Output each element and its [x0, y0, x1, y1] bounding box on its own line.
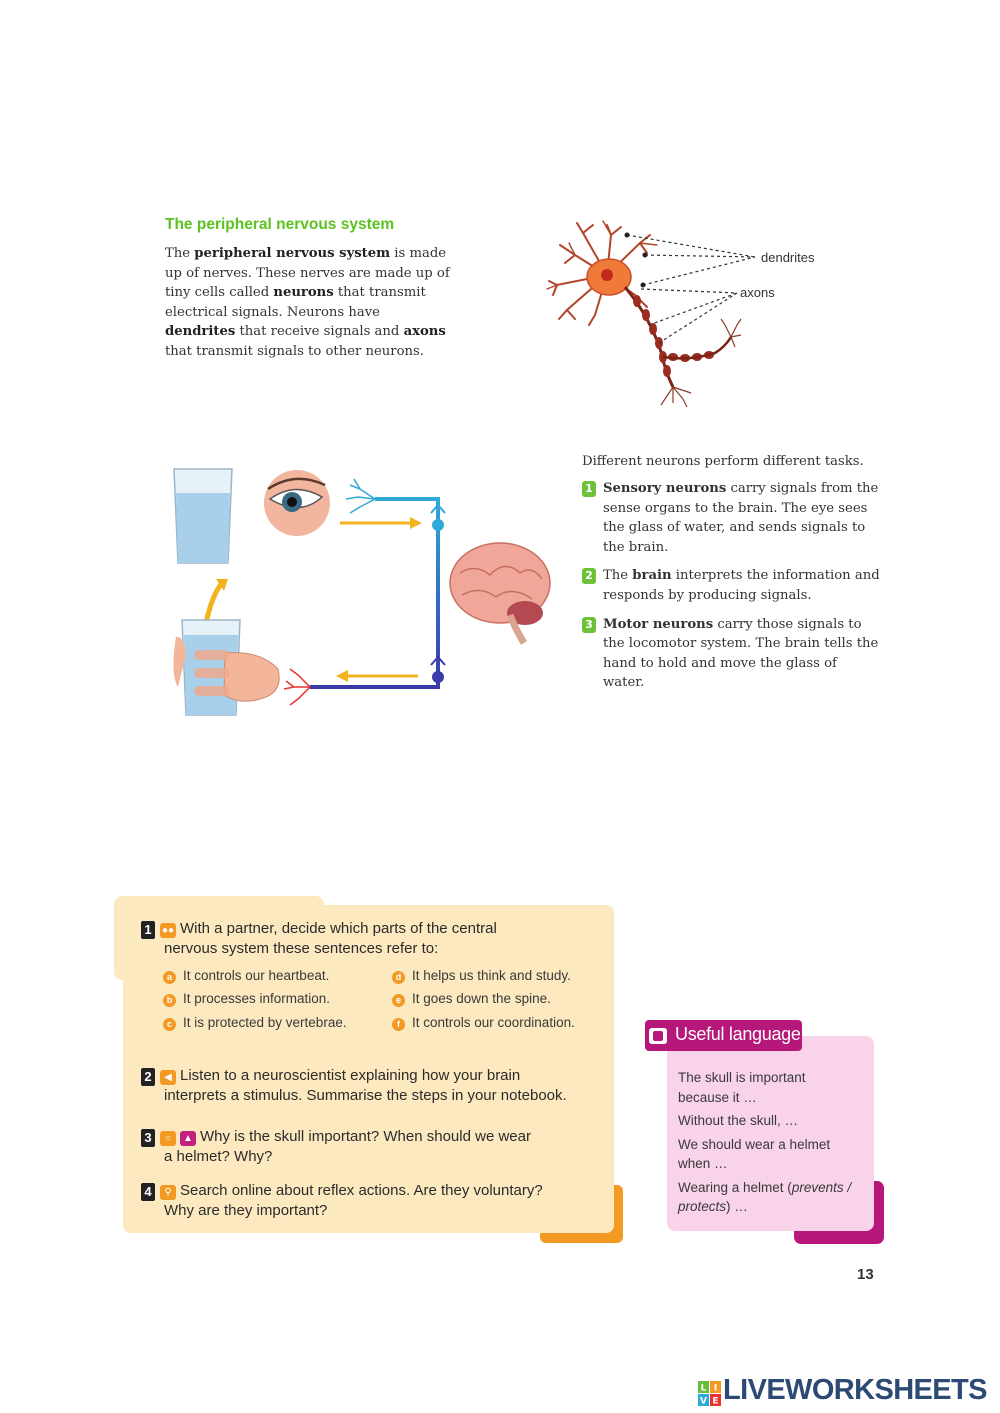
option-text: It is protected by vertebrae. [183, 1015, 347, 1030]
section.intro-segment: axons [403, 324, 446, 340]
task-text: carry signals from the sense organs to the brain. The eye sees the glass of water, and sends signals to the brain. [603, 481, 879, 555]
useful-line-1 [678, 1068, 863, 1107]
option-e [392, 991, 551, 1007]
section.intro-segment: dendrites [165, 324, 236, 340]
question-2 [141, 1066, 611, 1106]
liveworksheets-logo-icon [698, 1381, 722, 1407]
speech-icon [649, 1028, 667, 1044]
task-number-badge: 3 [582, 617, 596, 633]
option-text: It processes information. [183, 991, 331, 1006]
question-number: 2 [141, 1068, 155, 1086]
useful-language-title: Useful language [675, 1024, 801, 1044]
hand-glass-image [173, 620, 279, 715]
question-4 [141, 1181, 611, 1221]
speech-bubble-icon: ○ [160, 1131, 176, 1146]
section-heading: The peripheral nervous system [165, 216, 395, 233]
task-text: brain [632, 568, 672, 584]
task-text: Motor neurons [603, 616, 714, 632]
task-text: Sensory neurons [603, 481, 727, 496]
dendrites-label: dendrites [761, 250, 815, 265]
neuron-diagram [545, 215, 845, 415]
task-text: interprets the information and responds by producing signals. [603, 568, 880, 603]
useful-line-2: Without the skull, … [678, 1113, 799, 1128]
option-c [163, 1015, 347, 1031]
option-a [163, 968, 329, 984]
sensory-motor-illustration [160, 455, 560, 730]
logo-letter: E [712, 1396, 719, 1407]
question-3-text: Why is the skull important? When should we wear [200, 1128, 531, 1145]
option-bullet: c [163, 1018, 176, 1031]
section.intro-segment: is made up of nerves. These nerves are made up of tiny cells called [165, 246, 450, 301]
useful-line-4b: ) … [726, 1199, 748, 1214]
brain-image [450, 543, 550, 643]
question-3-text-2: a helmet? Why? [164, 1148, 273, 1165]
question-4-text-2: Why are they important? [164, 1202, 328, 1219]
useful-line-3 [678, 1135, 863, 1174]
option-text: It helps us think and study. [412, 968, 571, 983]
option-d [392, 968, 571, 984]
myelin-segments [633, 295, 714, 377]
question-2-text-2: interprets a stimulus. Summarise the steps in your notebook. [164, 1087, 567, 1104]
thumbs-up-icon: ▲ [180, 1131, 196, 1146]
tasks-intro: Different neurons perform different tasks. [582, 454, 864, 469]
useful-line-4-italic-1: prevents / [791, 1179, 852, 1195]
useful-line-3a: We should wear a helmet [678, 1136, 831, 1152]
useful-line-4a: Wearing a helmet ( [678, 1179, 792, 1195]
option-bullet: f [392, 1018, 405, 1031]
axon-terminals [661, 319, 741, 407]
motor-dendrite [284, 669, 310, 705]
section.intro-segment: that transmit electrical signals. Neurons have [165, 285, 426, 320]
task-number-badge: 2 [582, 568, 596, 584]
question-3 [141, 1127, 611, 1167]
useful-language-lines [678, 1068, 863, 1221]
nucleus [601, 269, 613, 281]
question-2-text: Listen to a neuroscientist explaining how your brain [180, 1067, 521, 1084]
move-arrow [206, 583, 222, 623]
option-b [163, 991, 330, 1007]
section.intro-segment: that transmit signals to other neurons. [165, 343, 424, 359]
liveworksheets-brand[interactable]: LIVEWORKSHEETS [723, 1374, 987, 1406]
task-text: carry those signals to the locomotor system. The brain tells the hand to hold and move the glass of water. [603, 616, 879, 691]
section.intro-segment: peripheral nervous system [194, 246, 391, 261]
option-text: It goes down the spine. [412, 991, 551, 1006]
option-bullet: e [392, 994, 405, 1007]
question-1 [141, 919, 611, 959]
pair-work-icon: ●● [161, 925, 175, 936]
section.intro-segment: The [165, 246, 195, 261]
question-4-text: Search online about reflex actions. Are they voluntary? [180, 1182, 543, 1199]
task-number-badge: 1 [582, 481, 596, 497]
useful-line-4 [678, 1178, 863, 1217]
question-number: 4 [141, 1183, 155, 1201]
option-bullet: b [163, 994, 176, 1007]
useful-line-1a: The skull is important [678, 1070, 806, 1085]
logo-letter: I [713, 1383, 718, 1394]
option-text: It controls our coordination. [412, 1015, 575, 1030]
useful-line-4-italic-2: protects [678, 1199, 727, 1214]
tasks-list [582, 479, 882, 702]
eye-image [264, 470, 330, 536]
section.intro-segment: neurons [273, 285, 334, 301]
logo-letter: L [700, 1383, 707, 1394]
task-item [582, 566, 882, 605]
useful-line-1b: because it … [678, 1089, 757, 1105]
task-text: The [603, 568, 633, 584]
option-bullet: d [392, 971, 405, 984]
intro-paragraph [165, 244, 450, 362]
question-1-text: With a partner, decide which parts of the central [180, 920, 497, 937]
option-bullet: a [163, 971, 176, 984]
section.intro-segment: that receive signals and [235, 324, 404, 340]
option-f [392, 1015, 575, 1031]
audio-icon: ◀ [160, 1070, 176, 1085]
axons-label: axons [740, 285, 775, 300]
nerve-pathway [310, 499, 438, 687]
useful-line-3b: when … [678, 1156, 728, 1171]
logo-letter: V [700, 1396, 707, 1407]
page-number: 13 [857, 1266, 874, 1283]
glass-top-image [174, 469, 232, 563]
sensory-dendrite [346, 479, 375, 513]
option-text: It controls our heartbeat. [183, 968, 330, 983]
question-number: 1 [141, 921, 155, 939]
search-icon: ⚲ [160, 1185, 176, 1200]
question-1-text-2: nervous system these sentences refer to: [164, 940, 439, 957]
task-item [582, 479, 882, 557]
question-number: 3 [141, 1129, 155, 1147]
task-item [582, 615, 882, 693]
